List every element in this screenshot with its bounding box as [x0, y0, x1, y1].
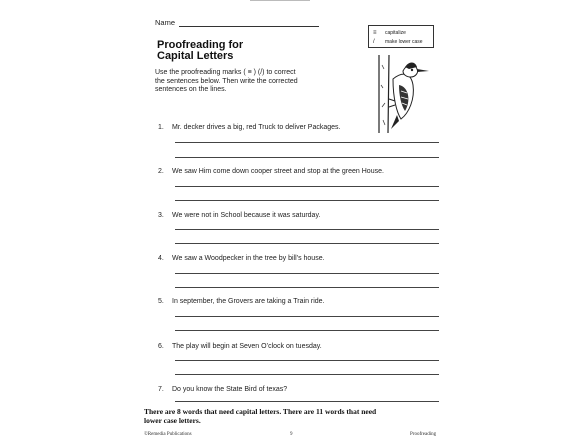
answer-line[interactable] [175, 287, 439, 288]
item-text: Do you know the State Bird of texas? [172, 386, 288, 393]
sentence-item-4 [158, 254, 438, 263]
item-number: 6. [158, 343, 164, 350]
sentence-item-6 [158, 342, 438, 351]
instructions [155, 69, 305, 95]
legend-label-capitalize: capitalize [385, 29, 406, 36]
instructions-line-2: the sentences below. Then write the corrected [155, 77, 298, 85]
answer-line[interactable] [175, 186, 439, 187]
top-edge-mark [250, 0, 310, 1]
answer-line[interactable] [175, 200, 439, 201]
name-line [179, 19, 319, 27]
sentence-item-7 [158, 385, 438, 394]
legend-row-lowercase [373, 37, 429, 46]
answer-line[interactable] [175, 330, 439, 331]
item-text: We saw a Woodpecker in the tree by bill’s house. [172, 255, 325, 262]
answer-line[interactable] [175, 142, 439, 143]
name-field [155, 18, 319, 27]
item-number: 4. [158, 255, 164, 262]
answer-line[interactable] [175, 316, 439, 317]
summary-line-2: lower case letters. [144, 416, 201, 425]
capitalize-mark-icon: ≡ [373, 29, 377, 36]
item-text: We were not in School because it was saturday. [172, 212, 321, 219]
item-text: The play will begin at Seven O’clock on tuesday. [172, 343, 322, 350]
woodpecker-illustration [373, 55, 433, 133]
sentence-item-2 [158, 167, 438, 176]
item-number: 7. [158, 386, 164, 393]
summary-note [144, 407, 444, 425]
instructions-line-1: Use the proofreading marks ( ≡ ) (/) to correct [155, 69, 296, 76]
answer-line[interactable] [175, 157, 439, 158]
answer-line[interactable] [175, 374, 439, 375]
name-label: Name [155, 18, 176, 27]
sentence-item-5 [158, 297, 438, 306]
item-text: We saw Him come down cooper street and stop at the green House. [172, 168, 384, 175]
title-line-1: Proofreading for [157, 39, 244, 51]
answer-line[interactable] [175, 229, 439, 230]
answer-line[interactable] [175, 243, 439, 244]
subject-label: Proofreading [410, 432, 437, 437]
answer-line[interactable] [175, 273, 439, 274]
sentence-item-3 [158, 211, 438, 220]
item-number: 5. [158, 298, 164, 305]
item-text: Mr. decker drives a big, red Truck to deliver Packages. [172, 124, 341, 131]
page-title [157, 40, 243, 62]
proofreading-legend [368, 25, 434, 48]
legend-label-lowercase: make lower case [385, 38, 423, 45]
item-text: In september, the Grovers are taking a Train ride. [172, 298, 325, 305]
item-number: 3. [158, 212, 164, 219]
publisher-credit: ©Remedia Publications [144, 432, 192, 437]
page-number: 9 [290, 432, 293, 437]
answer-line[interactable] [175, 401, 439, 402]
answer-line[interactable] [175, 360, 439, 361]
legend-row-capitalize [373, 28, 429, 37]
title-line-2: Capital Letters [157, 50, 234, 62]
instructions-line-3: sentences on the lines. [155, 86, 227, 94]
lowercase-mark-icon: / [373, 38, 375, 45]
item-number: 1. [158, 124, 164, 131]
summary-line-1: There are 8 words that need capital letters. There are 11 words that need [144, 407, 377, 416]
item-number: 2. [158, 168, 164, 175]
sentence-item-1 [158, 123, 438, 132]
